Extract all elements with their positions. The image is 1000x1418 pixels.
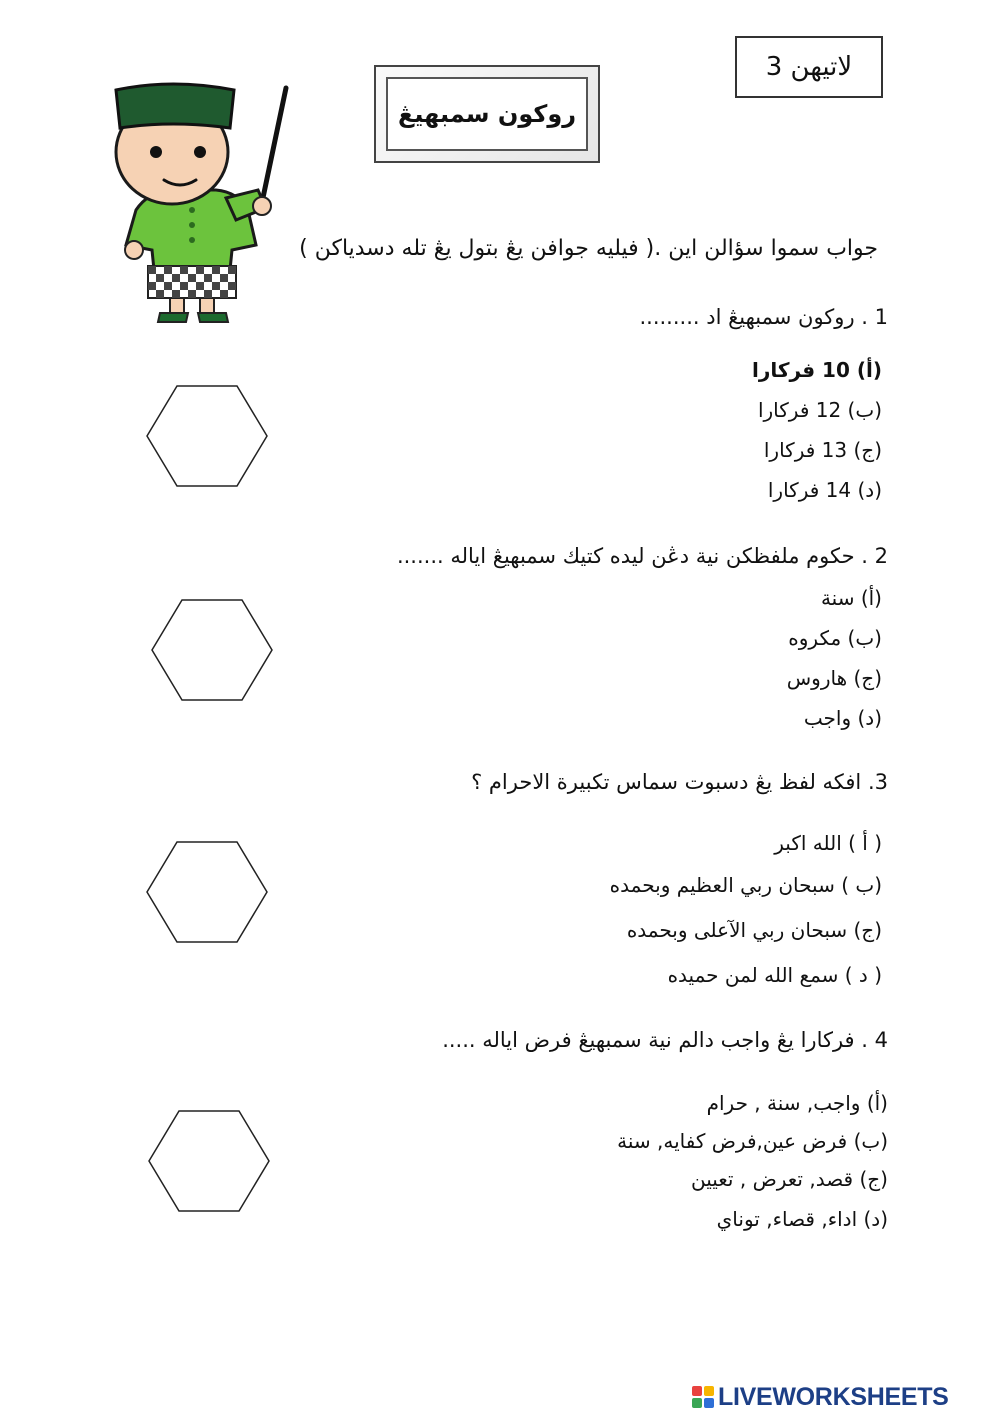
q1-option-b: (ب) 12 فركارا — [757, 398, 882, 422]
question-2: 2 . حكوم ملفظكن نية دڠن ليده كتيك سمبهيڠ اياله ....... — [396, 544, 888, 568]
q3-option-b: (ب ) سبحان ربي العظيم وبحمده — [609, 873, 882, 897]
q1-option-c: (ج) 13 فركارا — [763, 438, 882, 462]
page-title: روكون سمبهيڠ — [386, 77, 588, 151]
lesson-label: لاتيهن 3 — [735, 36, 883, 98]
q3-option-c: (ج) سبحان ربي الآعلى وبحمده — [626, 918, 882, 942]
answer-hexagon-1[interactable] — [145, 385, 269, 487]
q2-option-a: (أ) سنة — [820, 586, 882, 610]
q4-option-d: (د) اداء, قصاء, توناي — [716, 1207, 888, 1231]
q1-option-a: (أ) 10 فركارا — [752, 358, 882, 382]
question-4: 4 . فركارا يڠ واجب دالم نية سمبهيڠ فرض اياله ..... — [442, 1028, 888, 1052]
question-3: 3. افكه لفظ يڠ دسبوت سماس تكبيرة الاحرام ؟ — [471, 770, 888, 794]
q3-option-d: ( د ) سمع الله لمن حميده — [667, 963, 882, 987]
answer-hexagon-2[interactable] — [150, 599, 274, 701]
q2-option-c: (ج) هاروس — [786, 666, 882, 690]
teacher-illustration — [108, 80, 293, 325]
q1-option-d: (د) 14 فركارا — [767, 478, 882, 502]
watermark-text: LIVEWORKSHEETS — [718, 1382, 949, 1411]
instructions: جواب سموا سؤالن اين .( فيليه جوافن يڠ بتول يڠ تله دسدياكن ) — [299, 236, 878, 261]
q2-option-d: (د) واجب — [803, 706, 882, 730]
q4-option-a: (أ) واجب, سنة , حرام — [706, 1091, 888, 1115]
answer-hexagon-3[interactable] — [145, 841, 269, 943]
question-1: 1 . روكون سمبهيڠ اد ......... — [639, 305, 888, 329]
q4-option-c: (ج) قصد, تعرض , تعيين — [690, 1167, 888, 1191]
q4-option-b: (ب) فرض عين,فرض كفايه, سنة — [617, 1129, 888, 1153]
title-frame — [374, 65, 600, 163]
liveworksheets-watermark — [692, 1382, 949, 1412]
q2-option-b: (ب) مكروه — [788, 626, 882, 650]
answer-hexagon-4[interactable] — [147, 1110, 271, 1212]
q3-option-a: ( أ ) الله اكبر — [774, 831, 882, 855]
liveworksheets-logo-icon — [692, 1386, 714, 1408]
